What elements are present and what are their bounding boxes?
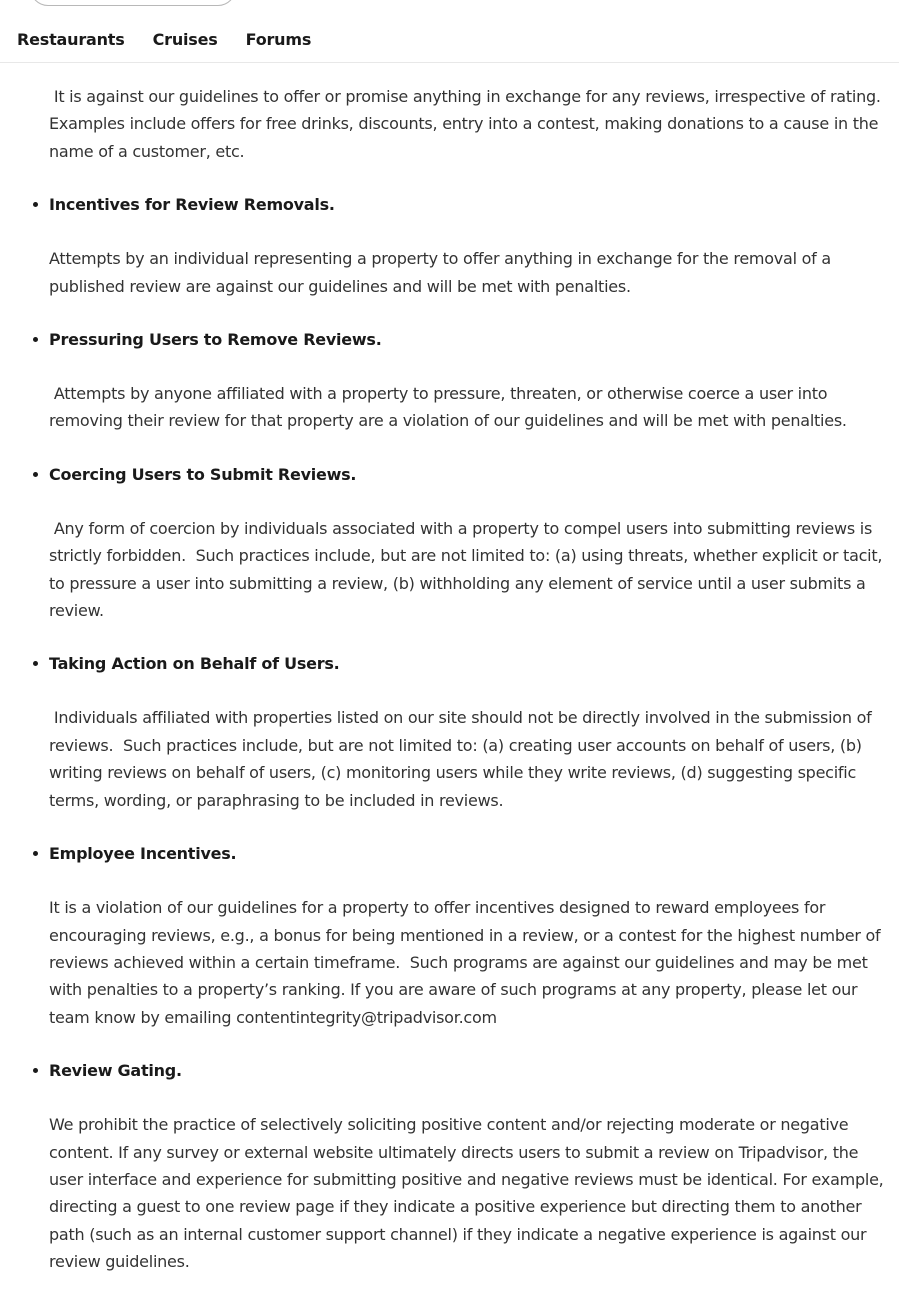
guideline-title: Employee Incentives. bbox=[49, 844, 237, 864]
guideline-heading bbox=[49, 1057, 888, 1084]
guidelines-content bbox=[0, 63, 899, 1276]
guideline-title: Coercing Users to Submit Reviews. bbox=[49, 464, 357, 484]
guideline-coercing-users bbox=[49, 461, 888, 625]
bullet-icon bbox=[33, 472, 38, 477]
guideline-heading bbox=[49, 326, 888, 353]
guideline-pressuring-users bbox=[49, 326, 888, 435]
nav-link-cruises[interactable]: Cruises bbox=[152, 30, 218, 49]
nav-link-restaurants[interactable]: Restaurants bbox=[17, 30, 125, 49]
guideline-body: It is a violation of our guidelines for a property to offer incentives designed to reward employees for encouraging reviews, e.g., a bonus for being mentioned in a review, or a contest for the highest number of reviews achieved within a certain timeframe. Such programs are against our guidelines and may be met with penalties to a property’s ranking. If you are aware of such programs at any property, please let our team know by emailing contentintegrity@tripadvisor.com bbox=[49, 898, 886, 1027]
guideline-body: We prohibit the practice of selectively soliciting positive content and/or rejecting moderate or negative content. If any survey or external website ultimately directs users to submit a review on Tripadvisor, the user interface and experience for submitting positive and negative reviews must be identical. For example, directing a guest to one review page if they indicate a positive experience but directing them to another path (such as an internal customer support channel) if they indicate a negative experience is against our review guidelines. bbox=[49, 1115, 889, 1272]
guideline-employee-incentives bbox=[49, 840, 888, 1031]
bullet-icon bbox=[33, 1068, 38, 1073]
guideline-heading bbox=[49, 461, 888, 488]
guideline-heading bbox=[49, 650, 888, 677]
guideline-heading bbox=[49, 191, 888, 218]
guideline-title: Pressuring Users to Remove Reviews. bbox=[49, 330, 382, 350]
top-navigation-bar bbox=[0, 0, 899, 63]
bullet-icon bbox=[33, 661, 38, 666]
bullet-icon bbox=[33, 337, 38, 342]
guideline-body: Individuals affiliated with properties listed on our site should not be directly involved in the submission of reviews. Such practices include, but are not limited to: (a) creating user accounts on behalf of users, (b) writing reviews on behalf of users, (c) monitoring users while they write reviews, (d) suggesting specific terms, wording, or paraphrasing to be included in reviews. bbox=[49, 708, 877, 810]
bullet-icon bbox=[33, 202, 38, 207]
guideline-body: Any form of coercion by individuals associated with a property to compel users into submitting reviews is strictly forbidden. Such practices include, but are not limited to: (a) using threats, whether explicit or tacit, to pressure a user into submitting a review, (b) withholding any element of service until a user submits a review. bbox=[49, 518, 888, 621]
guideline-acting-on-behalf bbox=[49, 650, 888, 814]
search-box-edge[interactable] bbox=[30, 0, 236, 6]
guideline-heading bbox=[49, 840, 888, 867]
guideline-title: Incentives for Review Removals. bbox=[49, 195, 335, 215]
category-nav bbox=[17, 30, 311, 49]
guideline-body: Attempts by anyone affiliated with a property to pressure, threaten, or otherwise coerce a user into removing their review for that property are a violation of our guidelines and will be met with penalties. bbox=[49, 384, 847, 431]
guideline-title: Taking Action on Behalf of Users. bbox=[49, 654, 340, 674]
guideline-review-gating bbox=[49, 1057, 888, 1275]
intro-paragraph: It is against our guidelines to offer or promise anything in exchange for any reviews, irrespective of rating. Examples include offers for free drinks, discounts, entry into a contest, making donations to a cause in the name of a customer, etc. bbox=[49, 87, 886, 161]
guideline-review-removal-incentives bbox=[49, 191, 888, 300]
guideline-title: Review Gating. bbox=[49, 1061, 182, 1081]
bullet-icon bbox=[33, 851, 38, 856]
nav-link-forums[interactable]: Forums bbox=[245, 30, 312, 49]
guideline-body: Attempts by an individual representing a property to offer anything in exchange for the removal of a published review are against our guidelines and will be met with penalties. bbox=[49, 249, 836, 296]
